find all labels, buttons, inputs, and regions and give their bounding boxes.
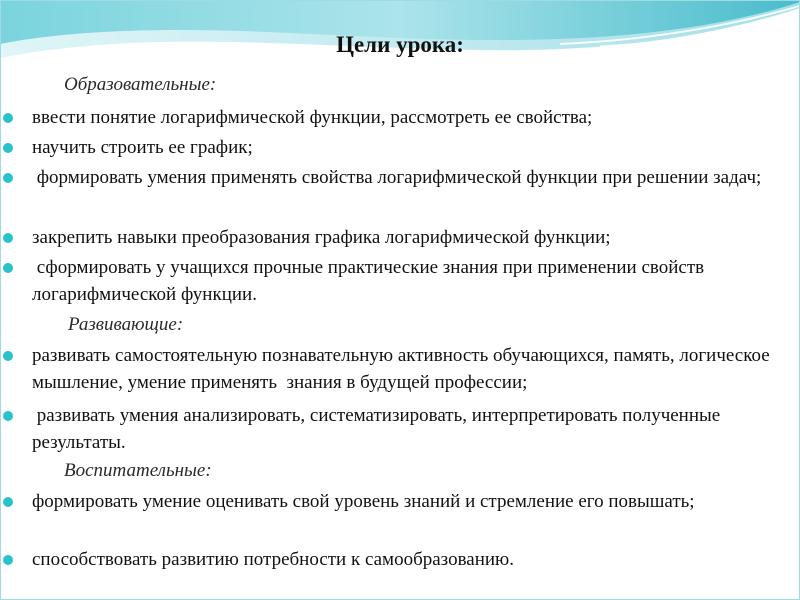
section-heading-educational-upbringing: Воспитательные: bbox=[64, 460, 212, 481]
bullet-icon bbox=[3, 411, 13, 421]
bullet-icon bbox=[3, 555, 13, 565]
slide-title: Цели урока: bbox=[336, 32, 464, 57]
bullet-icon bbox=[3, 233, 13, 243]
slide-content: Образовательные: ввести понятие логарифмической функции, рассмотреть ее свойства; научить строить ее график; формировать умения применять свойства логарифмической функции при решении задач; закрепить навыки преобразования графика логарифмической функции; сформировать у учащихся прочные практические знания при применении свойств логарифмической функции. Развивающие: развивать самостоятельную познавательную активность обучающихся, память, логическое мышление, умение применять знания в будущей профессии; развивать умения анализировать, систематизировать, интерпретировать полученные результаты. Воспитательные: формировать умение оценивать свой уровень знаний и стремление его повышать; способствовать развитию потребности к самообразованию. bbox=[0, 0, 800, 600]
bullet-icon bbox=[3, 497, 13, 507]
bullet-icon bbox=[3, 113, 13, 123]
section-heading-developmental: Развивающие: bbox=[68, 314, 184, 335]
bullet-icon bbox=[3, 173, 13, 183]
bullet-icon bbox=[3, 263, 13, 273]
section-heading-educational: Образовательные: bbox=[64, 74, 217, 95]
bullet-icon bbox=[3, 351, 13, 361]
bullet-icon bbox=[3, 143, 13, 153]
